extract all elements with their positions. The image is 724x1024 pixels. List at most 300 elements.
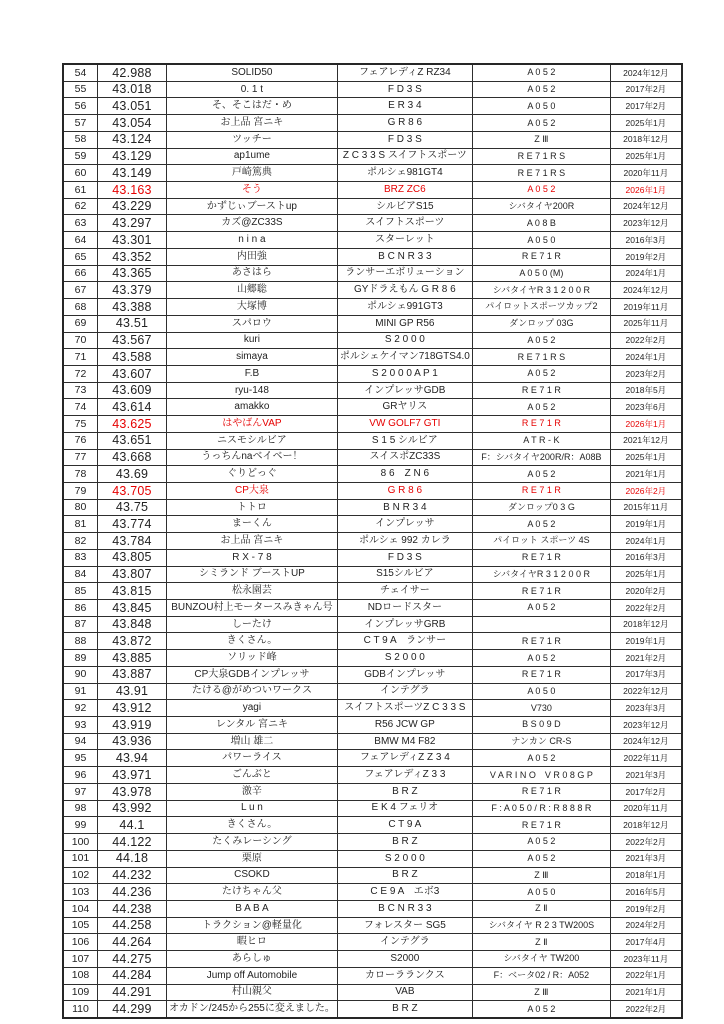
tire-cell: A 0 5 2 — [472, 115, 610, 132]
table-row — [63, 248, 682, 265]
time-cell: 43.301 — [98, 232, 167, 249]
rank-cell: 107 — [63, 951, 98, 968]
car-cell: S 2 0 0 0 A P 1 — [337, 365, 472, 382]
tire-cell: A 0 8 B — [472, 215, 610, 232]
table-row — [63, 600, 682, 617]
time-cell: 43.885 — [98, 650, 167, 667]
table-row — [63, 432, 682, 449]
car-cell: C T 9 A — [337, 817, 472, 834]
table-row — [63, 783, 682, 800]
time-cell: 43.018 — [98, 81, 167, 98]
tire-cell: R E 7 1 R — [472, 583, 610, 600]
rank-cell: 92 — [63, 700, 98, 717]
tire-cell: シバタイヤ200R — [472, 198, 610, 215]
rank-cell: 91 — [63, 683, 98, 700]
name-cell: BUNZOU村上モータースみきゃん号 — [167, 600, 338, 617]
date-cell: 2023年12月 — [610, 215, 682, 232]
table-row — [63, 81, 682, 98]
rank-cell: 75 — [63, 416, 98, 433]
table-row — [63, 131, 682, 148]
time-cell: 43.912 — [98, 700, 167, 717]
date-cell: 2016年3月 — [610, 232, 682, 249]
date-cell: 2022年1月 — [610, 967, 682, 984]
date-cell: 2024年12月 — [610, 64, 682, 81]
time-cell: 43.229 — [98, 198, 167, 215]
name-cell: SOLID50 — [167, 64, 338, 81]
time-cell: 43.625 — [98, 416, 167, 433]
date-cell: 2018年5月 — [610, 382, 682, 399]
date-cell: 2019年2月 — [610, 248, 682, 265]
table-row — [63, 365, 682, 382]
tire-cell: シバタイヤR 3 1 2 0 0 R — [472, 282, 610, 299]
table-row — [63, 282, 682, 299]
car-cell: B N R 3 4 — [337, 499, 472, 516]
tire-cell: A 0 5 0 — [472, 98, 610, 115]
rank-cell: 106 — [63, 934, 98, 951]
time-cell: 43.149 — [98, 165, 167, 182]
name-cell: まーくん — [167, 516, 338, 533]
time-cell: 43.69 — [98, 466, 167, 483]
car-cell: B R Z — [337, 867, 472, 884]
name-cell: 0. 1 t — [167, 81, 338, 98]
rank-cell: 97 — [63, 783, 98, 800]
table-row — [63, 767, 682, 784]
name-cell: トラクション@軽量化 — [167, 917, 338, 934]
rank-cell: 68 — [63, 299, 98, 316]
time-cell: 43.774 — [98, 516, 167, 533]
date-cell: 2019年1月 — [610, 633, 682, 650]
name-cell: 激辛 — [167, 783, 338, 800]
date-cell: 2024年2月 — [610, 917, 682, 934]
rank-cell: 95 — [63, 750, 98, 767]
tire-cell: R E 7 1 R — [472, 248, 610, 265]
table-row — [63, 700, 682, 717]
time-cell: 44.18 — [98, 850, 167, 867]
table-row — [63, 198, 682, 215]
car-cell: カローラランクス — [337, 967, 472, 984]
date-cell: 2022年2月 — [610, 600, 682, 617]
car-cell: チェイサー — [337, 583, 472, 600]
table-row — [63, 633, 682, 650]
table-row — [63, 382, 682, 399]
date-cell: 2025年1月 — [610, 148, 682, 165]
car-cell: B R Z — [337, 1001, 472, 1018]
tire-cell: A 0 5 2 — [472, 1001, 610, 1018]
rank-cell: 110 — [63, 1001, 98, 1018]
date-cell: 2024年12月 — [610, 282, 682, 299]
car-cell: 8 6 Z N 6 — [337, 466, 472, 483]
car-cell: NDロードスター — [337, 600, 472, 617]
rank-cell: 70 — [63, 332, 98, 349]
name-cell: 松永園芸 — [167, 583, 338, 600]
name-cell: たける@がめついワークス — [167, 683, 338, 700]
time-cell: 43.567 — [98, 332, 167, 349]
tire-cell: F : A 0 5 0 / R : R 8 8 8 R — [472, 800, 610, 817]
table-row — [63, 215, 682, 232]
time-cell: 43.845 — [98, 600, 167, 617]
name-cell: たけちゃん父 — [167, 884, 338, 901]
name-cell: トトロ — [167, 499, 338, 516]
name-cell: カズ@ZC33S — [167, 215, 338, 232]
tire-cell: A 0 5 2 — [472, 182, 610, 199]
date-cell: 2017年3月 — [610, 666, 682, 683]
car-cell: F D 3 S — [337, 81, 472, 98]
car-cell: B C N R 3 3 — [337, 248, 472, 265]
name-cell: CP大泉GDBインプレッサ — [167, 666, 338, 683]
car-cell: E K 4 フェリオ — [337, 800, 472, 817]
tire-cell: R E 7 1 R — [472, 482, 610, 499]
name-cell: CP大泉 — [167, 482, 338, 499]
date-cell: 2023年11月 — [610, 951, 682, 968]
date-cell: 2025年1月 — [610, 449, 682, 466]
table-row — [63, 850, 682, 867]
tire-cell: シバタイヤ R 2 3 TW200S — [472, 917, 610, 934]
car-cell: E R 3 4 — [337, 98, 472, 115]
rank-cell: 83 — [63, 549, 98, 566]
date-cell: 2022年12月 — [610, 683, 682, 700]
tire-cell: A 0 5 2 — [472, 650, 610, 667]
car-cell: VW GOLF7 GTI — [337, 416, 472, 433]
rank-cell: 93 — [63, 717, 98, 734]
tire-cell: Z Ⅲ — [472, 131, 610, 148]
date-cell: 2024年12月 — [610, 733, 682, 750]
time-cell: 44.236 — [98, 884, 167, 901]
name-cell: お上品 宮ニキ — [167, 115, 338, 132]
time-cell: 43.94 — [98, 750, 167, 767]
car-cell: インテグラ — [337, 683, 472, 700]
tire-cell: A 0 5 2 — [472, 466, 610, 483]
date-cell: 2021年1月 — [610, 466, 682, 483]
time-cell: 43.75 — [98, 499, 167, 516]
tire-cell: A 0 5 2 — [472, 365, 610, 382]
rank-cell: 105 — [63, 917, 98, 934]
rank-cell: 79 — [63, 482, 98, 499]
rank-cell: 102 — [63, 867, 98, 884]
name-cell: Jump off Automobile — [167, 967, 338, 984]
rank-cell: 60 — [63, 165, 98, 182]
time-cell: 44.232 — [98, 867, 167, 884]
date-cell: 2023年2月 — [610, 365, 682, 382]
tire-cell: シバタイヤR 3 1 2 0 0 R — [472, 566, 610, 583]
table-row — [63, 750, 682, 767]
name-cell: 内田強 — [167, 248, 338, 265]
tire-cell: V730 — [472, 700, 610, 717]
time-cell: 44.299 — [98, 1001, 167, 1018]
name-cell: ニスモシルビア — [167, 432, 338, 449]
car-cell: フェアレディZ Z 3 4 — [337, 750, 472, 767]
table-row — [63, 332, 682, 349]
tire-cell: Z Ⅱ — [472, 934, 610, 951]
tire-cell: B S 0 9 D — [472, 717, 610, 734]
date-cell: 2026年1月 — [610, 182, 682, 199]
tire-cell: R E 7 1 R S — [472, 148, 610, 165]
car-cell: S2000 — [337, 951, 472, 968]
name-cell: スパロウ — [167, 315, 338, 332]
date-cell: 2019年11月 — [610, 299, 682, 316]
name-cell: ソリッド峰 — [167, 650, 338, 667]
tire-cell: F：ベータ02 / R：A052 — [472, 967, 610, 984]
date-cell: 2022年2月 — [610, 332, 682, 349]
date-cell: 2020年11月 — [610, 800, 682, 817]
date-cell: 2024年12月 — [610, 198, 682, 215]
name-cell: シミランド ブーストUP — [167, 566, 338, 583]
tire-cell: A 0 5 2 — [472, 399, 610, 416]
name-cell: 栗原 — [167, 850, 338, 867]
table-row — [63, 566, 682, 583]
rank-cell: 58 — [63, 131, 98, 148]
name-cell: F.B — [167, 365, 338, 382]
tire-cell: R E 7 1 R S — [472, 165, 610, 182]
tire-cell: Z Ⅲ — [472, 867, 610, 884]
rank-cell: 59 — [63, 148, 98, 165]
rank-cell: 90 — [63, 666, 98, 683]
rank-cell: 82 — [63, 533, 98, 550]
table-row — [63, 884, 682, 901]
date-cell: 2017年2月 — [610, 783, 682, 800]
date-cell: 2025年1月 — [610, 566, 682, 583]
table-row — [63, 466, 682, 483]
rank-cell: 103 — [63, 884, 98, 901]
car-cell: VAB — [337, 984, 472, 1001]
time-cell: 43.668 — [98, 449, 167, 466]
tire-cell: A 0 5 2 — [472, 850, 610, 867]
time-cell: 43.352 — [98, 248, 167, 265]
rank-cell: 101 — [63, 850, 98, 867]
table-row — [63, 650, 682, 667]
name-cell: そ、そこはだ・め — [167, 98, 338, 115]
tire-cell: A 0 5 2 — [472, 81, 610, 98]
car-cell: S15シルビア — [337, 566, 472, 583]
date-cell: 2022年2月 — [610, 1001, 682, 1018]
time-cell: 43.609 — [98, 382, 167, 399]
table-row — [63, 800, 682, 817]
tire-cell: R E 7 1 R — [472, 783, 610, 800]
time-cell: 44.122 — [98, 834, 167, 851]
rank-cell: 89 — [63, 650, 98, 667]
table-row — [63, 917, 682, 934]
time-cell: 43.588 — [98, 349, 167, 366]
name-cell: あらしゅ — [167, 951, 338, 968]
table-row — [63, 165, 682, 182]
date-cell: 2018年12月 — [610, 616, 682, 633]
time-cell: 43.784 — [98, 533, 167, 550]
table-row — [63, 265, 682, 282]
car-cell: S 2 0 0 0 — [337, 650, 472, 667]
time-cell: 44.258 — [98, 917, 167, 934]
tire-cell: A 0 5 0 — [472, 232, 610, 249]
rank-cell: 109 — [63, 984, 98, 1001]
time-cell: 43.872 — [98, 633, 167, 650]
name-cell: かずじぃブーストup — [167, 198, 338, 215]
tire-cell: R E 7 1 R — [472, 549, 610, 566]
name-cell: しーたけ — [167, 616, 338, 633]
car-cell: BMW M4 F82 — [337, 733, 472, 750]
table-row — [63, 1001, 682, 1018]
car-cell: BRZ ZC6 — [337, 182, 472, 199]
date-cell: 2019年1月 — [610, 516, 682, 533]
car-cell: S 2 0 0 0 — [337, 850, 472, 867]
table-row — [63, 951, 682, 968]
time-cell: 43.887 — [98, 666, 167, 683]
date-cell: 2026年1月 — [610, 416, 682, 433]
rank-cell: 76 — [63, 432, 98, 449]
time-cell: 44.284 — [98, 967, 167, 984]
table-row — [63, 349, 682, 366]
time-cell: 43.848 — [98, 616, 167, 633]
date-cell: 2024年1月 — [610, 349, 682, 366]
time-cell: 44.1 — [98, 817, 167, 834]
table-row — [63, 817, 682, 834]
date-cell: 2022年11月 — [610, 750, 682, 767]
name-cell: simaya — [167, 349, 338, 366]
rank-cell: 73 — [63, 382, 98, 399]
table-row — [63, 315, 682, 332]
date-cell: 2016年5月 — [610, 884, 682, 901]
date-cell: 2023年6月 — [610, 399, 682, 416]
name-cell: CSOKD — [167, 867, 338, 884]
time-cell: 43.163 — [98, 182, 167, 199]
rank-cell: 98 — [63, 800, 98, 817]
time-cell: 43.054 — [98, 115, 167, 132]
car-cell: スイフトスポーツ — [337, 215, 472, 232]
car-cell: S 1 5 シルビア — [337, 432, 472, 449]
tire-cell: A 0 5 0 — [472, 683, 610, 700]
table-row — [63, 115, 682, 132]
date-cell: 2021年1月 — [610, 984, 682, 1001]
tire-cell: ナンカン CR-S — [472, 733, 610, 750]
rank-cell: 67 — [63, 282, 98, 299]
name-cell: オカドン/245から255に変えました。 — [167, 1001, 338, 1018]
rank-cell: 99 — [63, 817, 98, 834]
name-cell: きくさん。 — [167, 817, 338, 834]
table-row — [63, 549, 682, 566]
time-cell: 43.705 — [98, 482, 167, 499]
tire-cell: R E 7 1 R — [472, 382, 610, 399]
rank-cell: 54 — [63, 64, 98, 81]
date-cell: 2024年1月 — [610, 533, 682, 550]
car-cell: F D 3 S — [337, 131, 472, 148]
table-row — [63, 449, 682, 466]
rank-cell: 57 — [63, 115, 98, 132]
table-row — [63, 98, 682, 115]
tire-cell: A 0 5 2 — [472, 332, 610, 349]
table-row — [63, 299, 682, 316]
rank-cell: 94 — [63, 733, 98, 750]
table-row — [63, 900, 682, 917]
time-cell: 44.291 — [98, 984, 167, 1001]
time-cell: 43.297 — [98, 215, 167, 232]
date-cell: 2025年11月 — [610, 315, 682, 332]
table-row — [63, 967, 682, 984]
rank-cell: 69 — [63, 315, 98, 332]
rank-cell: 56 — [63, 98, 98, 115]
table-row — [63, 616, 682, 633]
table-row — [63, 533, 682, 550]
date-cell: 2024年1月 — [610, 265, 682, 282]
name-cell: 村山親父 — [167, 984, 338, 1001]
table-row — [63, 934, 682, 951]
rank-cell: 65 — [63, 248, 98, 265]
car-cell: インテグラ — [337, 934, 472, 951]
tire-cell: パイロットスポーツカップ2 — [472, 299, 610, 316]
rank-cell: 61 — [63, 182, 98, 199]
name-cell: 戸崎篤典 — [167, 165, 338, 182]
car-cell: G R 8 6 — [337, 482, 472, 499]
table-row — [63, 666, 682, 683]
rank-cell: 71 — [63, 349, 98, 366]
tire-cell: A 0 5 2 — [472, 750, 610, 767]
date-cell: 2023年12月 — [610, 717, 682, 734]
car-cell: B R Z — [337, 783, 472, 800]
date-cell: 2019年2月 — [610, 900, 682, 917]
name-cell: amakko — [167, 399, 338, 416]
time-cell: 43.651 — [98, 432, 167, 449]
lap-time-ranking-table — [62, 63, 683, 1019]
rank-cell: 74 — [63, 399, 98, 416]
tire-cell: シバタイヤ TW200 — [472, 951, 610, 968]
rank-cell: 55 — [63, 81, 98, 98]
name-cell: L u n — [167, 800, 338, 817]
name-cell: ごんぶと — [167, 767, 338, 784]
date-cell: 2021年2月 — [610, 650, 682, 667]
tire-cell: A 0 5 2 — [472, 516, 610, 533]
car-cell: ポルシェ981GT4 — [337, 165, 472, 182]
car-cell: インプレッサ — [337, 516, 472, 533]
date-cell: 2020年2月 — [610, 583, 682, 600]
car-cell: GRヤリス — [337, 399, 472, 416]
table-row — [63, 834, 682, 851]
date-cell: 2022年2月 — [610, 834, 682, 851]
car-cell: ポルシェ991GT3 — [337, 299, 472, 316]
date-cell: 2015年11月 — [610, 499, 682, 516]
tire-cell — [472, 616, 610, 633]
name-cell: 大塚博 — [167, 299, 338, 316]
car-cell: フォレスター SG5 — [337, 917, 472, 934]
date-cell: 2025年1月 — [610, 115, 682, 132]
date-cell: 2026年2月 — [610, 482, 682, 499]
table-row — [63, 148, 682, 165]
rank-cell: 66 — [63, 265, 98, 282]
name-cell: ツッチー — [167, 131, 338, 148]
time-cell: 43.129 — [98, 148, 167, 165]
rank-cell: 63 — [63, 215, 98, 232]
car-cell: B R Z — [337, 834, 472, 851]
name-cell: 山郷聡 — [167, 282, 338, 299]
name-cell: レンタル 宮ニキ — [167, 717, 338, 734]
table-row — [63, 867, 682, 884]
rank-cell: 77 — [63, 449, 98, 466]
table-row — [63, 683, 682, 700]
rank-cell: 86 — [63, 600, 98, 617]
rank-cell: 96 — [63, 767, 98, 784]
time-cell: 43.124 — [98, 131, 167, 148]
tire-cell: R E 7 1 R — [472, 633, 610, 650]
date-cell: 2018年12月 — [610, 817, 682, 834]
tire-cell: R E 7 1 R S — [472, 349, 610, 366]
tire-cell: R E 7 1 R — [472, 666, 610, 683]
ranking-table-body — [63, 64, 682, 1018]
time-cell: 43.91 — [98, 683, 167, 700]
time-cell: 43.051 — [98, 98, 167, 115]
name-cell: たくみレーシング — [167, 834, 338, 851]
name-cell: はやばんVAP — [167, 416, 338, 433]
car-cell: G R 8 6 — [337, 115, 472, 132]
tire-cell: A 0 5 2 — [472, 834, 610, 851]
table-row — [63, 482, 682, 499]
date-cell: 2021年3月 — [610, 850, 682, 867]
tire-cell: ダンロップ0 3 G — [472, 499, 610, 516]
rank-cell: 100 — [63, 834, 98, 851]
